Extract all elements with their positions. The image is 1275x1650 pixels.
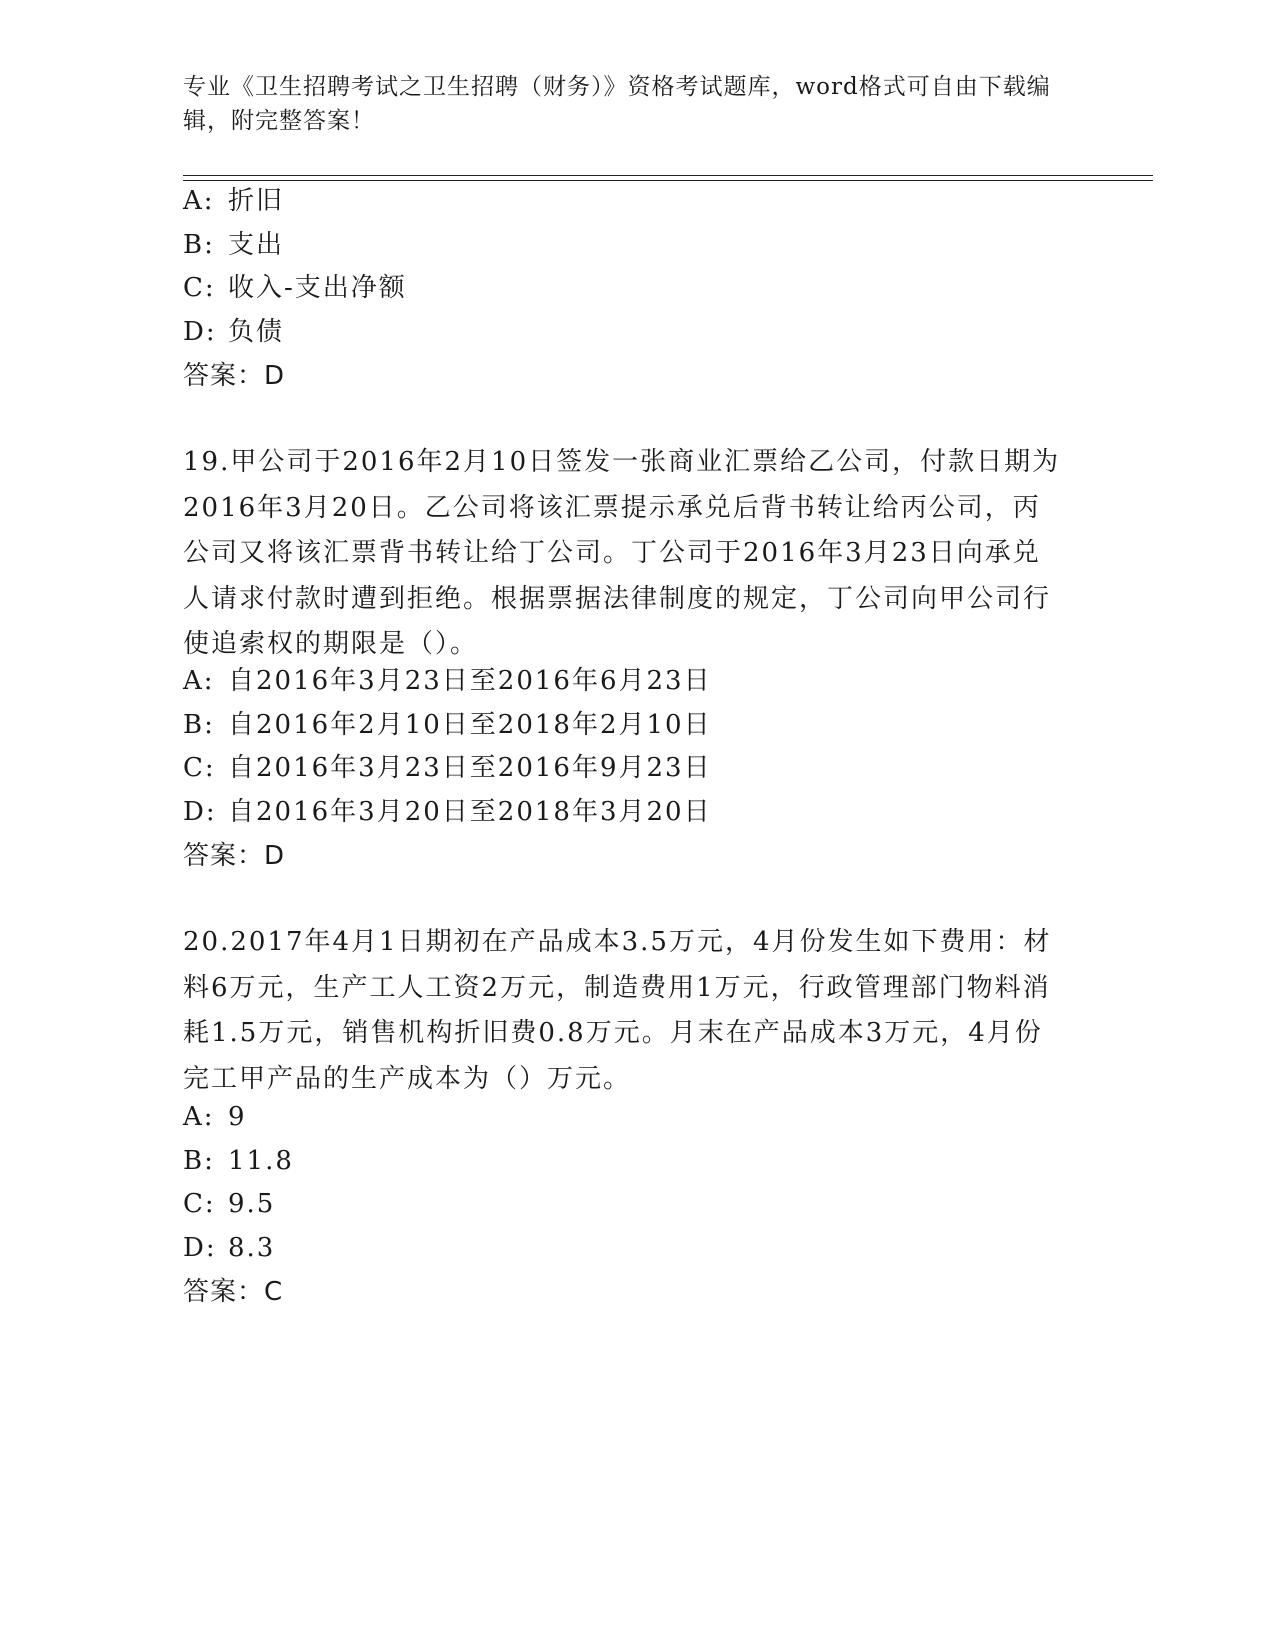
prev-option-b: B: 支出 (183, 230, 285, 260)
q20-answer: 答案：C (183, 1277, 284, 1307)
q19-option-d: D: 自2016年3月20日至2018年3月20日 (183, 797, 712, 827)
q20-option-d: D: 8.3 (183, 1233, 276, 1263)
header-divider-bottom (183, 180, 1153, 181)
q19-answer: 答案：D (183, 841, 286, 871)
q19-option-c: C: 自2016年3月23日至2016年9月23日 (183, 753, 712, 783)
question-19-text: 19.甲公司于2016年2月10日签发一张商业汇票给乙公司，付款日期为2016年3月20日。乙公司将该汇票提示承兑后背书转让给丙公司，丙公司又将该汇票背书转让给丁公司。丁公司于2016年3月23日向承兑人请求付款时遭到拒绝。根据票据法律制度的规定，丁公司向甲公司行使追索权的期限是（）。 (183, 447, 1061, 659)
document-header: 专业《卫生招聘考试之卫生招聘（财务）》资格考试题库，word格式可自由下载编辑，附完整答案！ (183, 74, 1051, 134)
prev-option-d: D: 负债 (183, 317, 285, 347)
q20-option-c: C: 9.5 (183, 1189, 276, 1219)
prev-answer: 答案：D (183, 361, 286, 391)
q20-option-b: B: 11.8 (183, 1146, 294, 1176)
question-20-text: 20.2017年4月1日期初在产品成本3.5万元，4月份发生如下费用：材料6万元，生产工人工资2万元，制造费用1万元，行政管理部门物料消耗1.5万元，销售机构折旧费0.8万元。月末在产品成本3万元，4月份完工甲产品的生产成本为（）万元。 (183, 927, 1052, 1094)
header-divider-top (183, 175, 1153, 176)
q19-option-b: B: 自2016年2月10日至2018年2月10日 (183, 710, 712, 740)
prev-option-a: A: 折旧 (183, 186, 285, 216)
prev-option-c: C: 收入-支出净额 (183, 273, 407, 303)
q20-option-a: A: 9 (183, 1102, 247, 1132)
q19-option-a: A: 自2016年3月23日至2016年6月23日 (183, 666, 712, 696)
